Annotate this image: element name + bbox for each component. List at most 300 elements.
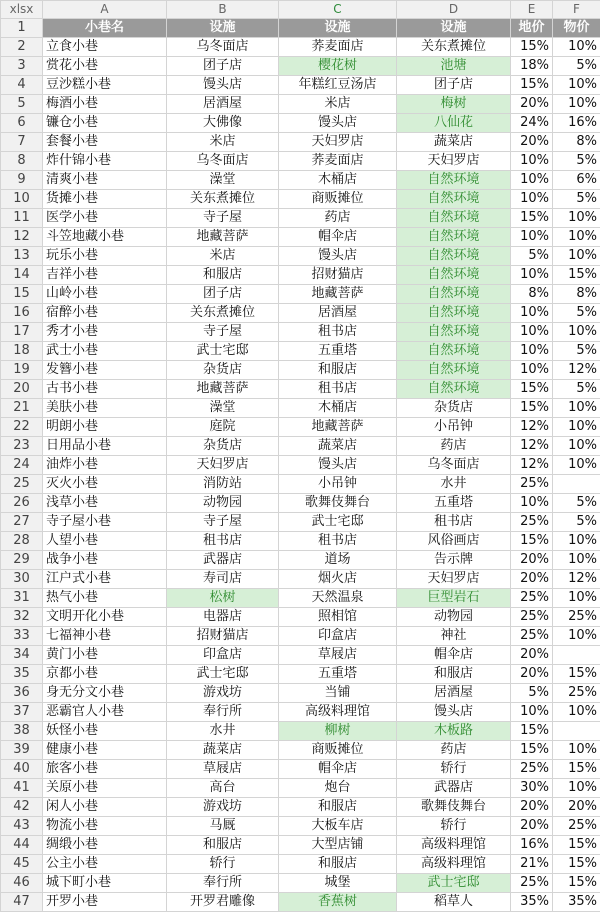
cell-land-price[interactable]: 25% bbox=[511, 475, 553, 494]
cell-facility-1[interactable]: 团子店 bbox=[167, 285, 279, 304]
cell-name[interactable]: 文明开化小巷 bbox=[43, 608, 167, 627]
cell-facility-3[interactable]: 水井 bbox=[397, 475, 511, 494]
cell-facility-2[interactable]: 帽伞店 bbox=[279, 760, 397, 779]
cell-land-price[interactable]: 20% bbox=[511, 798, 553, 817]
cell-facility-2[interactable]: 草屐店 bbox=[279, 646, 397, 665]
cell-facility-1[interactable]: 庭院 bbox=[167, 418, 279, 437]
cell-facility-3[interactable]: 歌舞伎舞台 bbox=[397, 798, 511, 817]
cell-facility-2[interactable]: 和服店 bbox=[279, 361, 397, 380]
cell-goods-price[interactable]: 10% bbox=[553, 247, 600, 266]
row-number[interactable]: 13 bbox=[1, 247, 43, 266]
cell-facility-3[interactable]: 武士宅邸 bbox=[397, 874, 511, 893]
row-number[interactable]: 25 bbox=[1, 475, 43, 494]
cell-facility-1[interactable]: 招财猫店 bbox=[167, 627, 279, 646]
cell-goods-price[interactable]: 5% bbox=[553, 342, 600, 361]
cell-name[interactable]: 赏花小巷 bbox=[43, 57, 167, 76]
cell-goods-price[interactable]: 15% bbox=[553, 836, 600, 855]
row-number[interactable]: 8 bbox=[1, 152, 43, 171]
cell-goods-price[interactable]: 12% bbox=[553, 570, 600, 589]
header-cell-name[interactable]: 小巷名 bbox=[43, 19, 167, 38]
cell-goods-price[interactable]: 15% bbox=[553, 874, 600, 893]
cell-facility-2[interactable]: 城堡 bbox=[279, 874, 397, 893]
row-number[interactable]: 27 bbox=[1, 513, 43, 532]
cell-name[interactable]: 关原小巷 bbox=[43, 779, 167, 798]
row-number[interactable]: 30 bbox=[1, 570, 43, 589]
cell-facility-2[interactable]: 歌舞伎舞台 bbox=[279, 494, 397, 513]
cell-facility-2[interactable]: 天妇罗店 bbox=[279, 133, 397, 152]
cell-land-price[interactable]: 25% bbox=[511, 589, 553, 608]
cell-name[interactable]: 明朗小巷 bbox=[43, 418, 167, 437]
cell-facility-3[interactable]: 天妇罗店 bbox=[397, 570, 511, 589]
cell-facility-1[interactable]: 草屐店 bbox=[167, 760, 279, 779]
cell-name[interactable]: 热气小巷 bbox=[43, 589, 167, 608]
cell-facility-3[interactable]: 团子店 bbox=[397, 76, 511, 95]
corner-cell[interactable]: xlsx bbox=[1, 1, 43, 19]
cell-facility-3[interactable]: 动物园 bbox=[397, 608, 511, 627]
cell-name[interactable]: 宿醉小巷 bbox=[43, 304, 167, 323]
cell-name[interactable]: 炸什锦小巷 bbox=[43, 152, 167, 171]
cell-name[interactable]: 豆沙糕小巷 bbox=[43, 76, 167, 95]
cell-land-price[interactable]: 35% bbox=[511, 893, 553, 912]
cell-name[interactable]: 江户式小巷 bbox=[43, 570, 167, 589]
cell-facility-1[interactable]: 消防站 bbox=[167, 475, 279, 494]
row-number[interactable]: 38 bbox=[1, 722, 43, 741]
cell-land-price[interactable]: 30% bbox=[511, 779, 553, 798]
cell-land-price[interactable]: 12% bbox=[511, 456, 553, 475]
cell-goods-price[interactable]: 10% bbox=[553, 76, 600, 95]
cell-facility-3[interactable]: 天妇罗店 bbox=[397, 152, 511, 171]
row-number[interactable]: 3 bbox=[1, 57, 43, 76]
cell-land-price[interactable]: 20% bbox=[511, 570, 553, 589]
cell-facility-3[interactable]: 轿行 bbox=[397, 760, 511, 779]
cell-land-price[interactable]: 10% bbox=[511, 494, 553, 513]
cell-name[interactable]: 健康小巷 bbox=[43, 741, 167, 760]
cell-goods-price[interactable]: 10% bbox=[553, 228, 600, 247]
cell-facility-2[interactable]: 大型店铺 bbox=[279, 836, 397, 855]
cell-facility-3[interactable]: 武器店 bbox=[397, 779, 511, 798]
row-number[interactable]: 11 bbox=[1, 209, 43, 228]
cell-land-price[interactable]: 10% bbox=[511, 190, 553, 209]
cell-facility-3[interactable]: 稻草人 bbox=[397, 893, 511, 912]
cell-goods-price[interactable]: 5% bbox=[553, 152, 600, 171]
cell-goods-price[interactable]: 5% bbox=[553, 494, 600, 513]
cell-name[interactable]: 黄门小巷 bbox=[43, 646, 167, 665]
cell-land-price[interactable]: 10% bbox=[511, 323, 553, 342]
cell-facility-1[interactable]: 租书店 bbox=[167, 532, 279, 551]
cell-name[interactable]: 油炸小巷 bbox=[43, 456, 167, 475]
row-number[interactable]: 31 bbox=[1, 589, 43, 608]
cell-name[interactable]: 开罗小巷 bbox=[43, 893, 167, 912]
cell-facility-2[interactable]: 招财猫店 bbox=[279, 266, 397, 285]
cell-goods-price[interactable]: 5% bbox=[553, 304, 600, 323]
header-cell-facility-1[interactable]: 设施 bbox=[167, 19, 279, 38]
cell-name[interactable]: 立食小巷 bbox=[43, 38, 167, 57]
cell-land-price[interactable]: 25% bbox=[511, 874, 553, 893]
row-number[interactable]: 20 bbox=[1, 380, 43, 399]
cell-facility-3[interactable]: 木板路 bbox=[397, 722, 511, 741]
cell-name[interactable]: 日用品小巷 bbox=[43, 437, 167, 456]
cell-facility-1[interactable]: 蔬菜店 bbox=[167, 741, 279, 760]
cell-facility-1[interactable]: 开罗君雕像 bbox=[167, 893, 279, 912]
cell-land-price[interactable]: 10% bbox=[511, 304, 553, 323]
cell-facility-2[interactable]: 当铺 bbox=[279, 684, 397, 703]
row-number[interactable]: 1 bbox=[1, 19, 43, 38]
cell-name[interactable]: 山岭小巷 bbox=[43, 285, 167, 304]
cell-facility-2[interactable]: 馒头店 bbox=[279, 247, 397, 266]
cell-facility-1[interactable]: 奉行所 bbox=[167, 703, 279, 722]
column-header-b[interactable]: B bbox=[167, 1, 279, 19]
cell-facility-1[interactable]: 游戏坊 bbox=[167, 684, 279, 703]
cell-name[interactable]: 公主小巷 bbox=[43, 855, 167, 874]
cell-name[interactable]: 身无分文小巷 bbox=[43, 684, 167, 703]
column-header-c[interactable]: C bbox=[279, 1, 397, 19]
cell-name[interactable]: 绸缎小巷 bbox=[43, 836, 167, 855]
row-number[interactable]: 41 bbox=[1, 779, 43, 798]
cell-goods-price[interactable]: 10% bbox=[553, 38, 600, 57]
cell-facility-1[interactable]: 寿司店 bbox=[167, 570, 279, 589]
cell-name[interactable]: 物流小巷 bbox=[43, 817, 167, 836]
row-number[interactable]: 44 bbox=[1, 836, 43, 855]
cell-goods-price[interactable]: 6% bbox=[553, 171, 600, 190]
cell-facility-3[interactable]: 蔬菜店 bbox=[397, 133, 511, 152]
cell-facility-1[interactable]: 水井 bbox=[167, 722, 279, 741]
cell-facility-2[interactable]: 高级料理馆 bbox=[279, 703, 397, 722]
row-number[interactable]: 5 bbox=[1, 95, 43, 114]
cell-facility-3[interactable]: 自然环境 bbox=[397, 209, 511, 228]
cell-name[interactable]: 旅客小巷 bbox=[43, 760, 167, 779]
cell-facility-3[interactable]: 高级料理馆 bbox=[397, 855, 511, 874]
cell-facility-2[interactable]: 烟火店 bbox=[279, 570, 397, 589]
cell-facility-3[interactable]: 自然环境 bbox=[397, 342, 511, 361]
cell-goods-price[interactable]: 10% bbox=[553, 456, 600, 475]
cell-facility-2[interactable]: 五重塔 bbox=[279, 665, 397, 684]
cell-goods-price[interactable]: 25% bbox=[553, 608, 600, 627]
cell-facility-2[interactable]: 地藏菩萨 bbox=[279, 285, 397, 304]
row-number[interactable]: 26 bbox=[1, 494, 43, 513]
cell-facility-3[interactable]: 自然环境 bbox=[397, 380, 511, 399]
cell-name[interactable]: 恶霸官人小巷 bbox=[43, 703, 167, 722]
cell-name[interactable]: 京都小巷 bbox=[43, 665, 167, 684]
cell-facility-2[interactable]: 和服店 bbox=[279, 798, 397, 817]
cell-land-price[interactable]: 21% bbox=[511, 855, 553, 874]
header-cell-land-price[interactable]: 地价 bbox=[511, 19, 553, 38]
cell-facility-3[interactable]: 自然环境 bbox=[397, 247, 511, 266]
cell-land-price[interactable]: 12% bbox=[511, 418, 553, 437]
cell-facility-3[interactable]: 风俗画店 bbox=[397, 532, 511, 551]
cell-land-price[interactable]: 16% bbox=[511, 836, 553, 855]
cell-goods-price[interactable]: 15% bbox=[553, 760, 600, 779]
cell-facility-2[interactable]: 帽伞店 bbox=[279, 228, 397, 247]
row-number[interactable]: 10 bbox=[1, 190, 43, 209]
cell-goods-price[interactable]: 10% bbox=[553, 741, 600, 760]
cell-facility-2[interactable]: 樱花树 bbox=[279, 57, 397, 76]
cell-goods-price[interactable]: 10% bbox=[553, 323, 600, 342]
cell-goods-price[interactable]: 25% bbox=[553, 684, 600, 703]
row-number[interactable]: 34 bbox=[1, 646, 43, 665]
cell-land-price[interactable]: 10% bbox=[511, 342, 553, 361]
row-number[interactable]: 4 bbox=[1, 76, 43, 95]
cell-facility-3[interactable]: 药店 bbox=[397, 741, 511, 760]
row-number[interactable]: 18 bbox=[1, 342, 43, 361]
cell-facility-1[interactable]: 团子店 bbox=[167, 57, 279, 76]
cell-facility-1[interactable]: 电器店 bbox=[167, 608, 279, 627]
cell-facility-2[interactable]: 居酒屋 bbox=[279, 304, 397, 323]
cell-facility-1[interactable]: 杂货店 bbox=[167, 361, 279, 380]
row-number[interactable]: 29 bbox=[1, 551, 43, 570]
row-number[interactable]: 12 bbox=[1, 228, 43, 247]
cell-goods-price[interactable]: 10% bbox=[553, 551, 600, 570]
row-number[interactable]: 19 bbox=[1, 361, 43, 380]
cell-goods-price[interactable] bbox=[553, 475, 600, 494]
cell-goods-price[interactable]: 5% bbox=[553, 57, 600, 76]
cell-facility-1[interactable]: 关东煮摊位 bbox=[167, 304, 279, 323]
cell-goods-price[interactable]: 5% bbox=[553, 380, 600, 399]
cell-facility-2[interactable]: 天然温泉 bbox=[279, 589, 397, 608]
cell-goods-price[interactable]: 15% bbox=[553, 266, 600, 285]
cell-facility-2[interactable]: 药店 bbox=[279, 209, 397, 228]
cell-land-price[interactable]: 15% bbox=[511, 741, 553, 760]
row-number[interactable]: 47 bbox=[1, 893, 43, 912]
cell-facility-3[interactable]: 八仙花 bbox=[397, 114, 511, 133]
cell-name[interactable]: 城下町小巷 bbox=[43, 874, 167, 893]
row-number[interactable]: 39 bbox=[1, 741, 43, 760]
cell-facility-1[interactable]: 米店 bbox=[167, 247, 279, 266]
cell-land-price[interactable]: 15% bbox=[511, 209, 553, 228]
cell-name[interactable]: 清爽小巷 bbox=[43, 171, 167, 190]
cell-land-price[interactable]: 15% bbox=[511, 399, 553, 418]
row-number[interactable]: 24 bbox=[1, 456, 43, 475]
cell-facility-2[interactable]: 馒头店 bbox=[279, 456, 397, 475]
cell-facility-2[interactable]: 印盒店 bbox=[279, 627, 397, 646]
cell-goods-price[interactable]: 10% bbox=[553, 95, 600, 114]
header-cell-facility-3[interactable]: 设施 bbox=[397, 19, 511, 38]
cell-name[interactable]: 武士小巷 bbox=[43, 342, 167, 361]
row-number[interactable]: 23 bbox=[1, 437, 43, 456]
row-number[interactable]: 28 bbox=[1, 532, 43, 551]
cell-goods-price[interactable]: 16% bbox=[553, 114, 600, 133]
cell-land-price[interactable]: 15% bbox=[511, 532, 553, 551]
header-cell-goods-price[interactable]: 物价 bbox=[553, 19, 600, 38]
row-number[interactable]: 15 bbox=[1, 285, 43, 304]
row-number[interactable]: 2 bbox=[1, 38, 43, 57]
cell-facility-2[interactable]: 柳树 bbox=[279, 722, 397, 741]
cell-facility-1[interactable]: 地藏菩萨 bbox=[167, 228, 279, 247]
row-number[interactable]: 45 bbox=[1, 855, 43, 874]
cell-facility-3[interactable]: 小吊钟 bbox=[397, 418, 511, 437]
cell-facility-2[interactable]: 商贩摊位 bbox=[279, 190, 397, 209]
cell-facility-3[interactable]: 杂货店 bbox=[397, 399, 511, 418]
row-number[interactable]: 32 bbox=[1, 608, 43, 627]
column-header-d[interactable]: D bbox=[397, 1, 511, 19]
cell-facility-1[interactable]: 武士宅邸 bbox=[167, 665, 279, 684]
cell-goods-price[interactable]: 5% bbox=[553, 190, 600, 209]
cell-name[interactable]: 吉祥小巷 bbox=[43, 266, 167, 285]
cell-goods-price[interactable]: 10% bbox=[553, 209, 600, 228]
cell-facility-3[interactable]: 五重塔 bbox=[397, 494, 511, 513]
cell-name[interactable]: 美肤小巷 bbox=[43, 399, 167, 418]
cell-name[interactable]: 七福神小巷 bbox=[43, 627, 167, 646]
cell-facility-2[interactable]: 租书店 bbox=[279, 532, 397, 551]
cell-land-price[interactable]: 5% bbox=[511, 247, 553, 266]
cell-land-price[interactable]: 20% bbox=[511, 551, 553, 570]
cell-facility-1[interactable]: 地藏菩萨 bbox=[167, 380, 279, 399]
cell-facility-1[interactable]: 松树 bbox=[167, 589, 279, 608]
row-number[interactable]: 14 bbox=[1, 266, 43, 285]
cell-name[interactable]: 发簪小巷 bbox=[43, 361, 167, 380]
cell-name[interactable]: 浅草小巷 bbox=[43, 494, 167, 513]
cell-goods-price[interactable]: 12% bbox=[553, 361, 600, 380]
cell-facility-1[interactable]: 和服店 bbox=[167, 836, 279, 855]
row-number[interactable]: 33 bbox=[1, 627, 43, 646]
cell-facility-3[interactable]: 自然环境 bbox=[397, 228, 511, 247]
cell-name[interactable]: 古书小巷 bbox=[43, 380, 167, 399]
cell-facility-1[interactable]: 米店 bbox=[167, 133, 279, 152]
cell-facility-3[interactable]: 乌冬面店 bbox=[397, 456, 511, 475]
cell-land-price[interactable]: 20% bbox=[511, 817, 553, 836]
cell-facility-2[interactable]: 馒头店 bbox=[279, 114, 397, 133]
cell-land-price[interactable]: 24% bbox=[511, 114, 553, 133]
cell-land-price[interactable]: 25% bbox=[511, 760, 553, 779]
cell-facility-1[interactable]: 武器店 bbox=[167, 551, 279, 570]
cell-name[interactable]: 灭火小巷 bbox=[43, 475, 167, 494]
cell-goods-price[interactable]: 10% bbox=[553, 437, 600, 456]
cell-facility-2[interactable]: 武士宅邸 bbox=[279, 513, 397, 532]
cell-facility-3[interactable]: 居酒屋 bbox=[397, 684, 511, 703]
cell-facility-2[interactable]: 荞麦面店 bbox=[279, 38, 397, 57]
cell-land-price[interactable]: 25% bbox=[511, 608, 553, 627]
cell-goods-price[interactable]: 8% bbox=[553, 285, 600, 304]
cell-facility-2[interactable]: 木桶店 bbox=[279, 399, 397, 418]
cell-facility-2[interactable]: 米店 bbox=[279, 95, 397, 114]
cell-facility-1[interactable]: 乌冬面店 bbox=[167, 152, 279, 171]
cell-land-price[interactable]: 10% bbox=[511, 361, 553, 380]
row-number[interactable]: 7 bbox=[1, 133, 43, 152]
cell-facility-3[interactable]: 自然环境 bbox=[397, 190, 511, 209]
row-number[interactable]: 43 bbox=[1, 817, 43, 836]
cell-facility-3[interactable]: 药店 bbox=[397, 437, 511, 456]
cell-facility-1[interactable]: 轿行 bbox=[167, 855, 279, 874]
cell-facility-1[interactable]: 动物园 bbox=[167, 494, 279, 513]
cell-facility-2[interactable]: 五重塔 bbox=[279, 342, 397, 361]
cell-facility-1[interactable]: 高台 bbox=[167, 779, 279, 798]
cell-facility-3[interactable]: 池塘 bbox=[397, 57, 511, 76]
cell-facility-1[interactable]: 奉行所 bbox=[167, 874, 279, 893]
cell-facility-2[interactable]: 年糕红豆汤店 bbox=[279, 76, 397, 95]
cell-land-price[interactable]: 15% bbox=[511, 76, 553, 95]
cell-goods-price[interactable]: 20% bbox=[553, 798, 600, 817]
cell-facility-2[interactable]: 小吊钟 bbox=[279, 475, 397, 494]
cell-land-price[interactable]: 15% bbox=[511, 38, 553, 57]
cell-goods-price[interactable]: 15% bbox=[553, 855, 600, 874]
row-number[interactable]: 22 bbox=[1, 418, 43, 437]
cell-name[interactable]: 梅酒小巷 bbox=[43, 95, 167, 114]
cell-land-price[interactable]: 25% bbox=[511, 513, 553, 532]
cell-goods-price[interactable]: 25% bbox=[553, 817, 600, 836]
cell-land-price[interactable]: 15% bbox=[511, 722, 553, 741]
cell-facility-2[interactable]: 蔬菜店 bbox=[279, 437, 397, 456]
cell-facility-2[interactable]: 照相馆 bbox=[279, 608, 397, 627]
row-number[interactable]: 17 bbox=[1, 323, 43, 342]
cell-facility-1[interactable]: 寺子屋 bbox=[167, 209, 279, 228]
cell-goods-price[interactable] bbox=[553, 722, 600, 741]
cell-land-price[interactable]: 20% bbox=[511, 133, 553, 152]
cell-land-price[interactable]: 12% bbox=[511, 437, 553, 456]
cell-name[interactable]: 斗笠地藏小巷 bbox=[43, 228, 167, 247]
cell-facility-2[interactable]: 大板车店 bbox=[279, 817, 397, 836]
cell-land-price[interactable]: 10% bbox=[511, 703, 553, 722]
row-number[interactable]: 9 bbox=[1, 171, 43, 190]
cell-facility-1[interactable]: 游戏坊 bbox=[167, 798, 279, 817]
cell-facility-2[interactable]: 商贩摊位 bbox=[279, 741, 397, 760]
cell-facility-3[interactable]: 高级料理馆 bbox=[397, 836, 511, 855]
cell-goods-price[interactable]: 10% bbox=[553, 627, 600, 646]
cell-goods-price[interactable]: 10% bbox=[553, 532, 600, 551]
cell-facility-2[interactable]: 道场 bbox=[279, 551, 397, 570]
cell-land-price[interactable]: 20% bbox=[511, 665, 553, 684]
cell-name[interactable]: 套餐小巷 bbox=[43, 133, 167, 152]
cell-facility-3[interactable]: 告示牌 bbox=[397, 551, 511, 570]
cell-name[interactable]: 寺子屋小巷 bbox=[43, 513, 167, 532]
cell-facility-1[interactable]: 乌冬面店 bbox=[167, 38, 279, 57]
row-number[interactable]: 42 bbox=[1, 798, 43, 817]
cell-facility-3[interactable]: 关东煮摊位 bbox=[397, 38, 511, 57]
cell-facility-3[interactable]: 租书店 bbox=[397, 513, 511, 532]
column-header-f[interactable]: F bbox=[553, 1, 600, 19]
row-number[interactable]: 36 bbox=[1, 684, 43, 703]
cell-land-price[interactable]: 10% bbox=[511, 266, 553, 285]
cell-land-price[interactable]: 20% bbox=[511, 95, 553, 114]
cell-land-price[interactable]: 25% bbox=[511, 627, 553, 646]
cell-goods-price[interactable]: 15% bbox=[553, 665, 600, 684]
cell-goods-price[interactable] bbox=[553, 646, 600, 665]
cell-facility-3[interactable]: 馒头店 bbox=[397, 703, 511, 722]
cell-facility-1[interactable]: 印盒店 bbox=[167, 646, 279, 665]
cell-facility-1[interactable]: 澡堂 bbox=[167, 171, 279, 190]
cell-goods-price[interactable]: 5% bbox=[553, 513, 600, 532]
cell-name[interactable]: 医学小巷 bbox=[43, 209, 167, 228]
cell-goods-price[interactable]: 10% bbox=[553, 779, 600, 798]
row-number[interactable]: 35 bbox=[1, 665, 43, 684]
cell-facility-2[interactable]: 地藏菩萨 bbox=[279, 418, 397, 437]
cell-name[interactable]: 货摊小巷 bbox=[43, 190, 167, 209]
cell-goods-price[interactable]: 10% bbox=[553, 589, 600, 608]
cell-facility-2[interactable]: 和服店 bbox=[279, 855, 397, 874]
cell-facility-1[interactable]: 关东煮摊位 bbox=[167, 190, 279, 209]
cell-facility-1[interactable]: 马厩 bbox=[167, 817, 279, 836]
cell-facility-1[interactable]: 天妇罗店 bbox=[167, 456, 279, 475]
cell-facility-3[interactable]: 自然环境 bbox=[397, 285, 511, 304]
cell-facility-2[interactable]: 租书店 bbox=[279, 323, 397, 342]
cell-facility-2[interactable]: 香蕉树 bbox=[279, 893, 397, 912]
cell-facility-3[interactable]: 帽伞店 bbox=[397, 646, 511, 665]
column-header-a[interactable]: A bbox=[43, 1, 167, 19]
cell-land-price[interactable]: 10% bbox=[511, 228, 553, 247]
cell-facility-1[interactable]: 居酒屋 bbox=[167, 95, 279, 114]
cell-facility-1[interactable]: 和服店 bbox=[167, 266, 279, 285]
cell-name[interactable]: 战争小巷 bbox=[43, 551, 167, 570]
cell-facility-2[interactable]: 荞麦面店 bbox=[279, 152, 397, 171]
cell-land-price[interactable]: 8% bbox=[511, 285, 553, 304]
cell-facility-3[interactable]: 和服店 bbox=[397, 665, 511, 684]
cell-land-price[interactable]: 15% bbox=[511, 380, 553, 399]
cell-facility-1[interactable]: 寺子屋 bbox=[167, 513, 279, 532]
cell-facility-1[interactable]: 武士宅邸 bbox=[167, 342, 279, 361]
row-number[interactable]: 16 bbox=[1, 304, 43, 323]
cell-facility-3[interactable]: 巨型岩石 bbox=[397, 589, 511, 608]
cell-facility-3[interactable]: 梅树 bbox=[397, 95, 511, 114]
cell-facility-3[interactable]: 自然环境 bbox=[397, 323, 511, 342]
row-number[interactable]: 6 bbox=[1, 114, 43, 133]
